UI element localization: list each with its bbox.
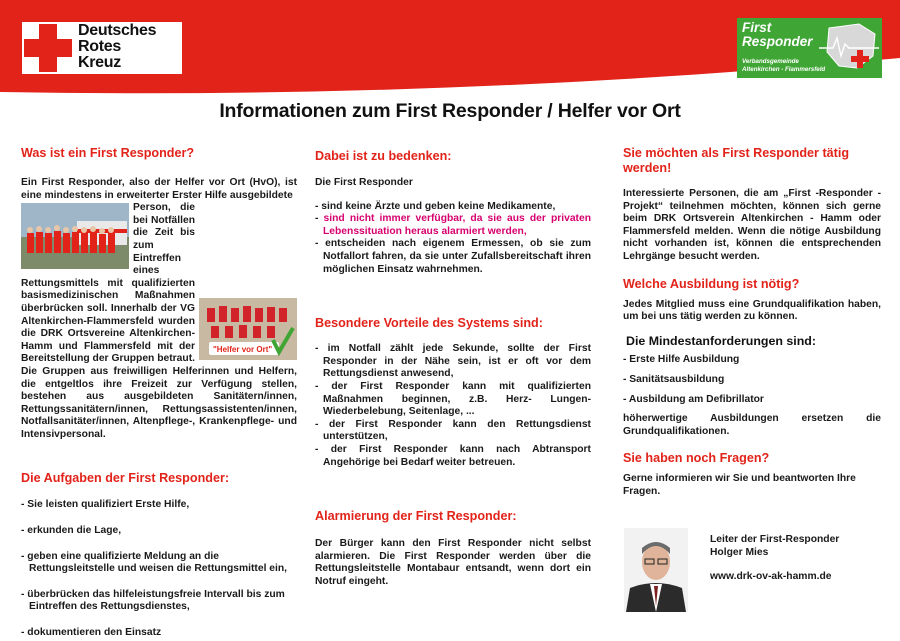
advantage-item-2: - der First Responder kann mit qualifizierten Maßnahmen beginnen, z.B. Herz- Lungen-Wiederbelebung, Seitenlage, ... — [315, 380, 591, 418]
consideration-item-2 — [315, 213, 591, 238]
consideration-dash: - — [315, 213, 324, 225]
task-item-5: - dokumentieren den Einsatz — [21, 627, 162, 639]
column-join — [623, 140, 881, 499]
fr-logo-title — [742, 21, 813, 49]
fr-logo-line-1: First — [742, 20, 772, 35]
consideration-item-3: - entscheiden nach eigenem Ermessen, ob sie zum Notfallort fahren, da sie unter Zufallsbereitschaft ihren möglichen Einsatz wahrnehmen. — [315, 238, 591, 275]
heading-training: Welche Ausbildung ist nötig? — [623, 276, 800, 291]
heading-questions: Sie haben noch Fragen? — [623, 451, 770, 466]
advantage-item-4: - der First Responder kann nach Abtransport Angehörige bei Bedarf weiter betreuen. — [315, 443, 591, 468]
contact-website-link[interactable]: www.drk-ov-ak-hamm.de — [710, 571, 832, 583]
join-text: Interessierte Personen, die am „First -Responder -Projekt“ teilnehmen möchten, können sich gerne beim DRK Ortsverein Altenkirchen - Hamm oder Flammersfeld melden. Wenn die nötige Ausbildung nicht vorhanden ist, können die entsprechenden Lehrgänge besucht werden. — [623, 188, 881, 262]
contact-name: Holger Mies — [710, 546, 769, 558]
heading-requirements: Die Mindestanforderungen sind: — [626, 333, 816, 348]
fr-logo-sub-2: Altenkirchen - Flammersfeld — [742, 65, 826, 73]
heading-tasks: Die Aufgaben der First Responder: — [21, 471, 230, 486]
photo-caption: "Helfer vor Ort" — [213, 345, 273, 355]
considerations-lead: Die First Responder — [315, 177, 413, 188]
requirement-item-3: - Ausbildung am Defibrillator — [623, 393, 764, 405]
task-item-2: - erkunden die Lage, — [21, 525, 122, 537]
drk-wordmark — [78, 23, 156, 71]
advantage-item-3: - der First Responder kann den Rettungsdienst unterstützen, — [315, 418, 591, 443]
page-title: Informationen zum First Responder / Helfer vor Ort — [219, 100, 681, 122]
fr-logo-line-2: Responder — [742, 34, 813, 49]
contact-role: Leiter der First-Responder — [710, 534, 840, 545]
heading-considerations: Dabei ist zu bedenken: — [315, 149, 452, 163]
red-cross-icon — [22, 22, 74, 74]
fr-logo-subtitle — [742, 58, 825, 73]
heading-what-is: Was ist ein First Responder? — [21, 146, 195, 160]
drk-line-2: Rotes — [78, 38, 121, 55]
contact-portrait-image — [624, 528, 688, 612]
drk-logo — [22, 22, 182, 74]
consideration-item-2-text: sind nicht immer verfügbar, da sie aus der privaten Lebenssituation heraus alarmiert werden, — [323, 213, 591, 237]
consideration-item-1: - sind keine Ärzte und geben keine Medikamente, — [315, 200, 556, 212]
first-responder-logo — [737, 18, 882, 78]
task-item-3: - geben eine qualifizierte Meldung an die Rettungsleitstelle und weisen die Rettungsmittel ein, — [21, 550, 288, 575]
intro-text-2: Person, die bei Notfällen die Zeit bis zum Eintreffen eines Rettungsmittels mit qualifizierten basismedizinischen Maßnahmen überbrücken soll. Innerhalb der VG Altenkirchen-Flammersfeld wurden die DRK Ortsvereine Altenkirchen-Hamm und Flammersfeld mit der Bereitstellung der Gruppen betraut. Die Gruppen aus freiwilligen Helferinnen und Helfern, die entgeltlos ihre Freizeit zur Verfügung stellen, bestehen aus ausgebildeten Sanitätern/innen, Rettungssanitätern/innen, Rettungsassistenten/innen, Notfallsanitäter/innen, Altenpflege-, Krankenpflege- und Intensivpersonal. — [21, 202, 297, 440]
task-item-4: - überbrücken das hilfeleistungsfreie Intervall bis zum Eintreffen des Rettungsdienstes, — [21, 588, 285, 613]
team-photo-image — [21, 203, 129, 269]
intro-text-1: Ein First Responder, also der Helfer vor Ort (HvO), ist eine mindestens in erweiterter Erster Hilfe ausgebildete — [21, 177, 297, 201]
requirement-item-2: - Sanitätsausbildung — [623, 373, 725, 385]
contact-info — [710, 534, 839, 584]
requirement-item-1: - Erste Hilfe Ausbildung — [623, 354, 740, 366]
heading-advantages: Besondere Vorteile des Systems sind: — [315, 316, 543, 331]
column-what-is — [21, 140, 297, 640]
fr-logo-sub-1: Verbandsgemeinde — [742, 58, 799, 65]
task-item-1: - Sie leisten qualifiziert Erste Hilfe, — [21, 499, 190, 511]
drk-line-3: Kreuz — [78, 54, 121, 71]
questions-text: Gerne informieren wir Sie und beantworten Ihre Fragen. — [623, 473, 856, 497]
alarm-text: Der Bürger kann den First Responder nicht selbst alarmieren. Die First Responder werden über die Rettungsleitstelle Montabaur entsandt, wenn dort ein Notruf eingeht. — [315, 538, 591, 587]
group-photo-image — [199, 298, 297, 360]
advantage-item-1: - im Notfall zählt jede Sekunde, sollte der First Responder in der Nähe sein, ist er oft vor dem Rettungsdienst anwesend, — [315, 343, 591, 380]
drk-line-1: Deutsches — [78, 22, 157, 39]
map-cross-icon — [819, 22, 879, 74]
heading-alarm: Alarmierung der First Responder: — [315, 509, 517, 524]
heading-join: Sie möchten als First Responder tätig werden! — [623, 146, 850, 175]
requirements-note: höherwertige Ausbildungen ersetzen die Grundqualifikationen. — [623, 413, 881, 437]
training-text: Jedes Mitglied muss eine Grundqualifikation haben, um bei uns tätig werden zu können. — [623, 298, 881, 323]
column-considerations — [315, 140, 591, 588]
